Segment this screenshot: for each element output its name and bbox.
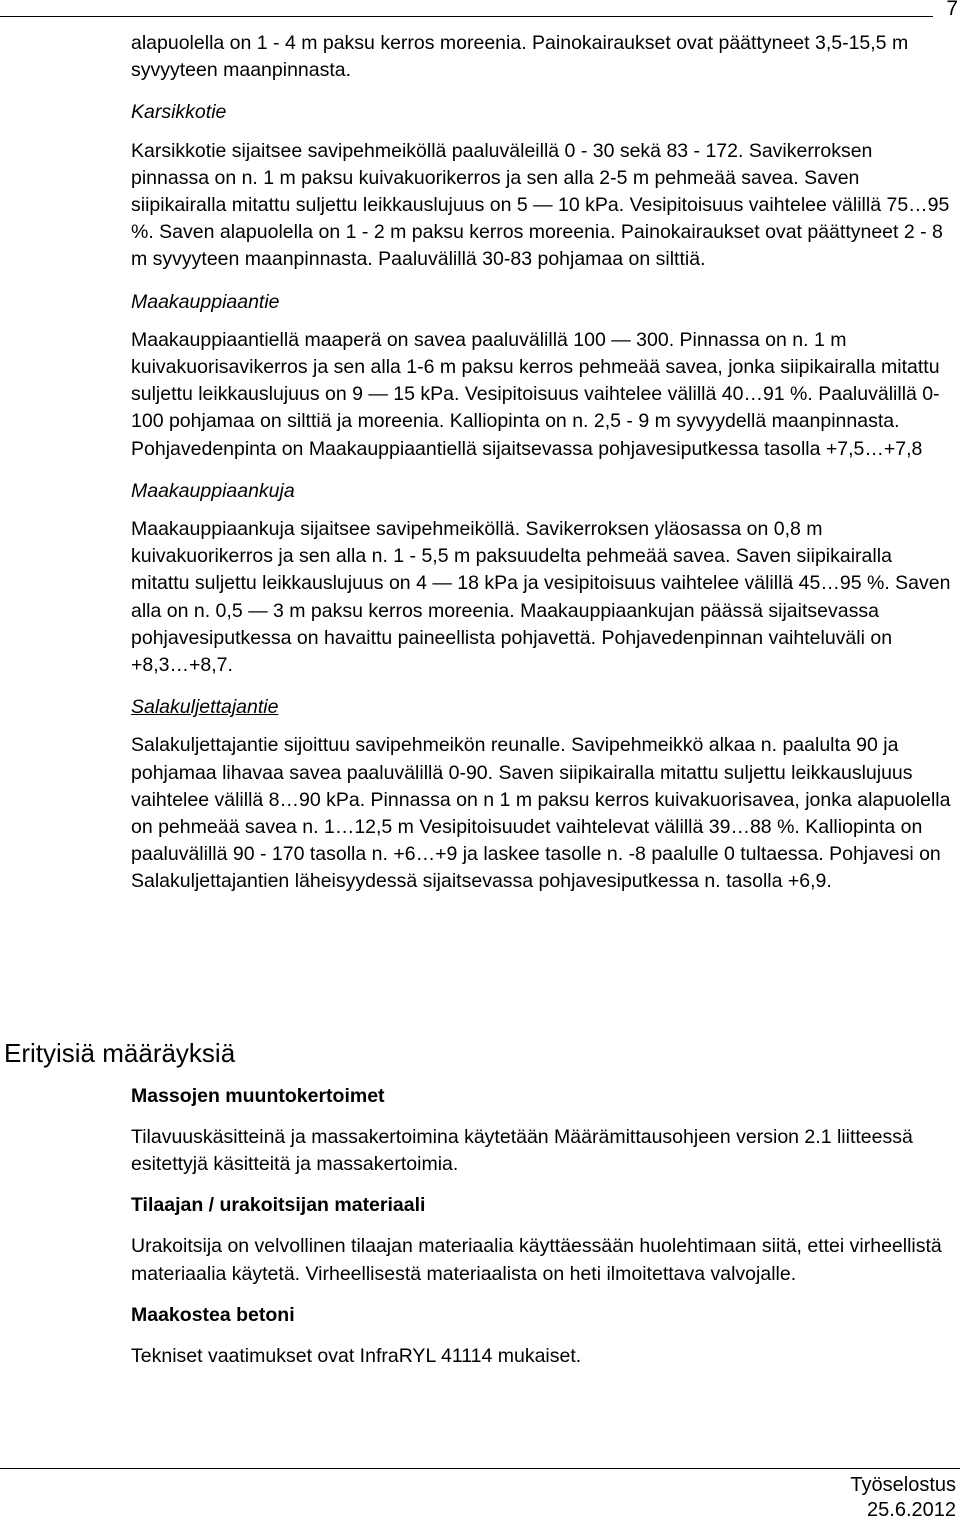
road-title-maakauppiaankuja: Maakauppiaankuja <box>131 479 295 502</box>
soil-description <box>131 30 953 896</box>
page-number: 7 <box>946 0 958 20</box>
item-text-betoni: Tekniset vaatimukset ovat InfraRYL 41114 mukaiset. <box>131 1344 582 1367</box>
footer-rule <box>0 1468 960 1469</box>
road-title-salakuljettajantie: Salakuljettajantie <box>131 696 279 719</box>
item-text-materiaali: Urakoitsija on velvollinen tilaajan materiaalia käyttäessään huolehtimaan siitä, ettei virheellistä materiaalia käytetä. Virheellisestä materiaalista on heti ilmoitettava valvojalle. <box>131 1235 942 1285</box>
item-title-betoni: Maakostea betoni <box>131 1303 295 1326</box>
special-requirements <box>131 1083 953 1370</box>
item-title-massojen: Massojen muuntokertoimet <box>131 1085 385 1107</box>
intro-paragraph: alapuolella on 1 - 4 m paksu kerros moreenia. Painokairaukset ovat päättyneet 3,5-15,5 m syvyyteen maanpinnasta. <box>131 32 909 82</box>
road-title-maakauppiaantie: Maakauppiaantie <box>131 290 280 313</box>
footer-document-title: Työselostus <box>850 1474 956 1496</box>
section-heading: Erityisiä määräyksiä <box>4 1038 236 1068</box>
header-rule <box>0 16 933 17</box>
road-text-karsikkotie: Karsikkotie sijaitsee savipehmeiköllä paaluväleillä 0 - 30 sekä 83 - 172. Savikerroksen pinnassa on n. 1 m paksu kuivakuorikerros ja sen alla 2-5 m pehmeää savea. Saven siipikairalla mitattu suljettu leikkauslujuus on 5 — 10 kPa. Vesipitoisuus vaihtelee välillä 75…95 %. Saven alapuolella on 1 - 2 m paksu kerros moreenia. Painokairaukset ovat päättyneet 2 - 8 m syvyyteen maanpinnasta. Paaluvälillä 30-83 pohjamaa on silttiä. <box>131 139 950 271</box>
item-text-massojen: Tilavuuskäsitteinä ja massakertoimina käytetään Määrämittausohjeen version 2.1 liitteessä esitettyjä käsitteitä ja massakertoimia. <box>131 1126 913 1176</box>
road-text-salakuljettajantie: Salakuljettajantie sijoittuu savipehmeikön reunalle. Savipehmeikkö alkaa n. paalulta 90 ja pohjamaa lihavaa savea paaluvälillä 0-90. Saven siipikairalla mitattu suljettu leikkauslujuus vaihtelee välillä 8…90 kPa. Pinnassa on n 1 m paksu kerros kuivakuorisavea, jonka alapuolella on pehmeää savea n. 1…12,5 m Vesipitoisuudet vaihtelevat välillä 39…88 %. Kalliopinta on paaluvälillä 90 - 170 tasolla n. +6…+9 ja laskee tasolle n. -8 paalulle 0 tultaessa. Pohjavesi on Salakuljettajantien läheisyydessä sijaitsevassa pohjavesiputkessa n. tasolla +6,9. <box>131 734 951 893</box>
road-text-maakauppiaankuja: Maakauppiaankuja sijaitsee savipehmeiköllä. Savikerroksen yläosassa on 0,8 m kuivakuorikerros ja sen alla n. 1 - 5,5 m paksuudelta pehmeää savea. Saven siipikairalla mitattu suljettu leikkauslujuus on 4 — 18 kPa ja vesipitoisuus vaihtelee välillä 45…95 %. Saven alla on n. 0,5 — 3 m paksu kerros moreenia. Maakauppiaankujan päässä sijaitsevassa pohjavesiputkessa on havaittu paineellista pohjavettä. Pohjavedenpinnan vaihteluväli on +8,3…+8,7. <box>131 518 951 677</box>
item-title-materiaali: Tilaajan / urakoitsijan materiaali <box>131 1194 426 1217</box>
road-title-karsikkotie: Karsikkotie <box>131 101 227 124</box>
road-text-maakauppiaantie: Maakauppiaantiellä maaperä on savea paaluvälillä 100 — 300. Pinnassa on n. 1 m kuivakuorisavikerros ja sen alla 1-6 m paksu kerros pehmeää savea, jonka siipikairalla mitattu suljettu leikkauslujuus on 9 — 15 kPa. Vesipitoisuus vaihtelee välillä 40…91 %. Paaluvälillä 0-100 pohjamaa on silttiä ja moreenia. Kalliopinta on n. 2,5 - 9 m syvyydellä maanpinnasta. Pohjavedenpinta on Maakauppiaantiellä sijaitsevassa pohjavesiputkessa tasolla +7,5…+7,8 <box>131 328 940 460</box>
footer-date: 25.6.2012 <box>867 1499 956 1521</box>
